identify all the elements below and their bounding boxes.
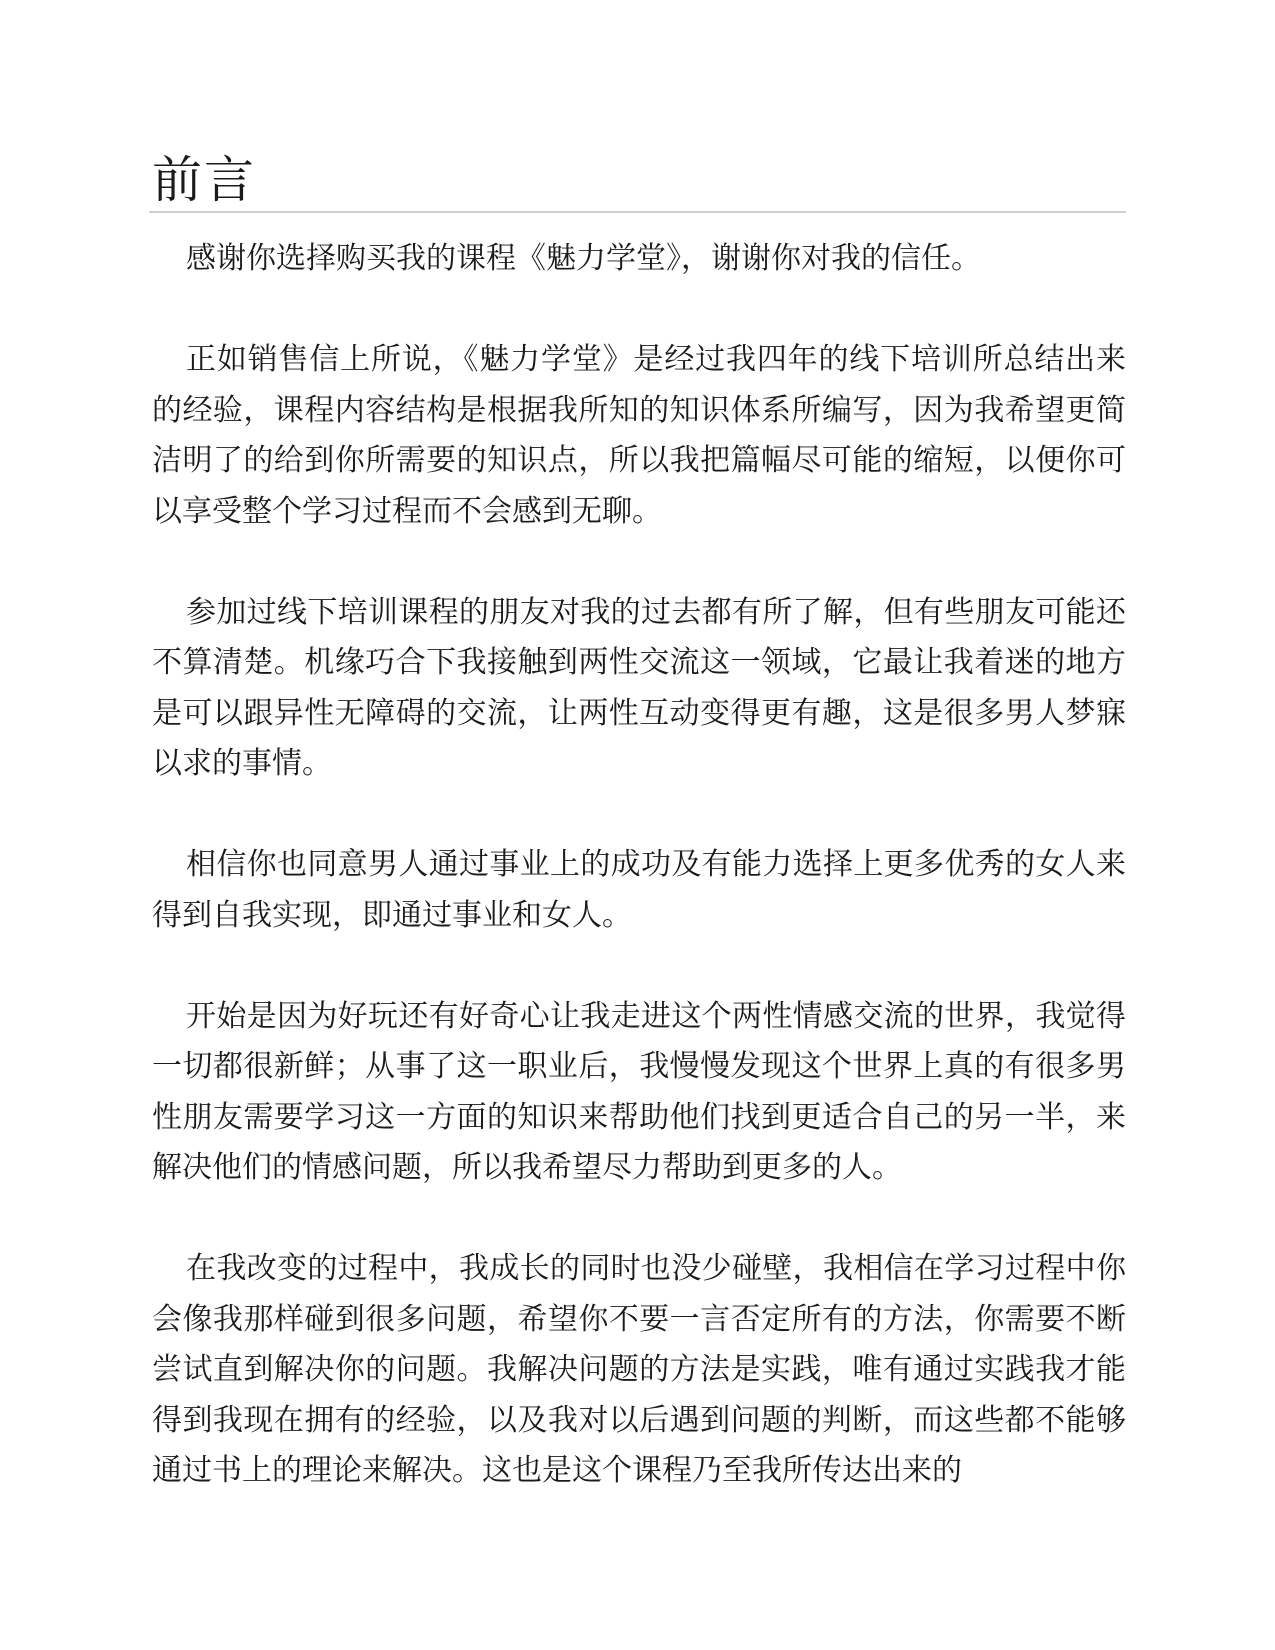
paragraph: 开始是因为好玩还有好奇心让我走进这个两性情感交流的世界，我觉得一切都很新鲜；从事了这一职业后，我慢慢发现这个世界上真的有很多男性朋友需要学习这一方面的知识来帮助他们找到更适合自己的另一半，来解决他们的情感问题，所以我希望尽力帮助到更多的人。 bbox=[152, 998, 1126, 1185]
page-title: 前言 bbox=[152, 151, 256, 209]
paragraph: 感谢你选择购买我的课程《魅力学堂》，谢谢你对我的信任。 bbox=[186, 241, 981, 276]
title-divider bbox=[149, 211, 1126, 213]
paragraph: 正如销售信上所说，《魅力学堂》是经过我四年的线下培训所总结出来的经验，课程内容结构是根据我所知的知识体系所编写，因为我希望更简洁明了的给到你所需要的知识点，所以我把篇幅尽可能的缩短，以便你可以享受整个学习过程而不会感到无聊。 bbox=[152, 342, 1126, 529]
paragraph: 参加过线下培训课程的朋友对我的过去都有所了解，但有些朋友可能还不算清楚。机缘巧合下我接触到两性交流这一领域，它最让我着迷的地方是可以跟异性无障碍的交流，让两性互动变得更有趣，这是很多男人梦寐以求的事情。 bbox=[152, 594, 1126, 781]
document-page bbox=[152, 150, 1126, 1488]
paragraph: 相信你也同意男人通过事业上的成功及有能力选择上更多优秀的女人来得到自我实现，即通过事业和女人。 bbox=[152, 847, 1126, 933]
paragraph: 在我改变的过程中，我成长的同时也没少碰壁，我相信在学习过程中你会像我那样碰到很多问题，希望你不要一言否定所有的方法，你需要不断尝试直到解决你的问题。我解决问题的方法是实践，唯有通过实践我才能得到我现在拥有的经验，以及我对以后遇到问题的判断，而这些都不能够通过书上的理论来解决。这也是这个课程乃至我所传达出来的 bbox=[152, 1251, 1126, 1488]
document-body bbox=[152, 234, 1126, 1547]
